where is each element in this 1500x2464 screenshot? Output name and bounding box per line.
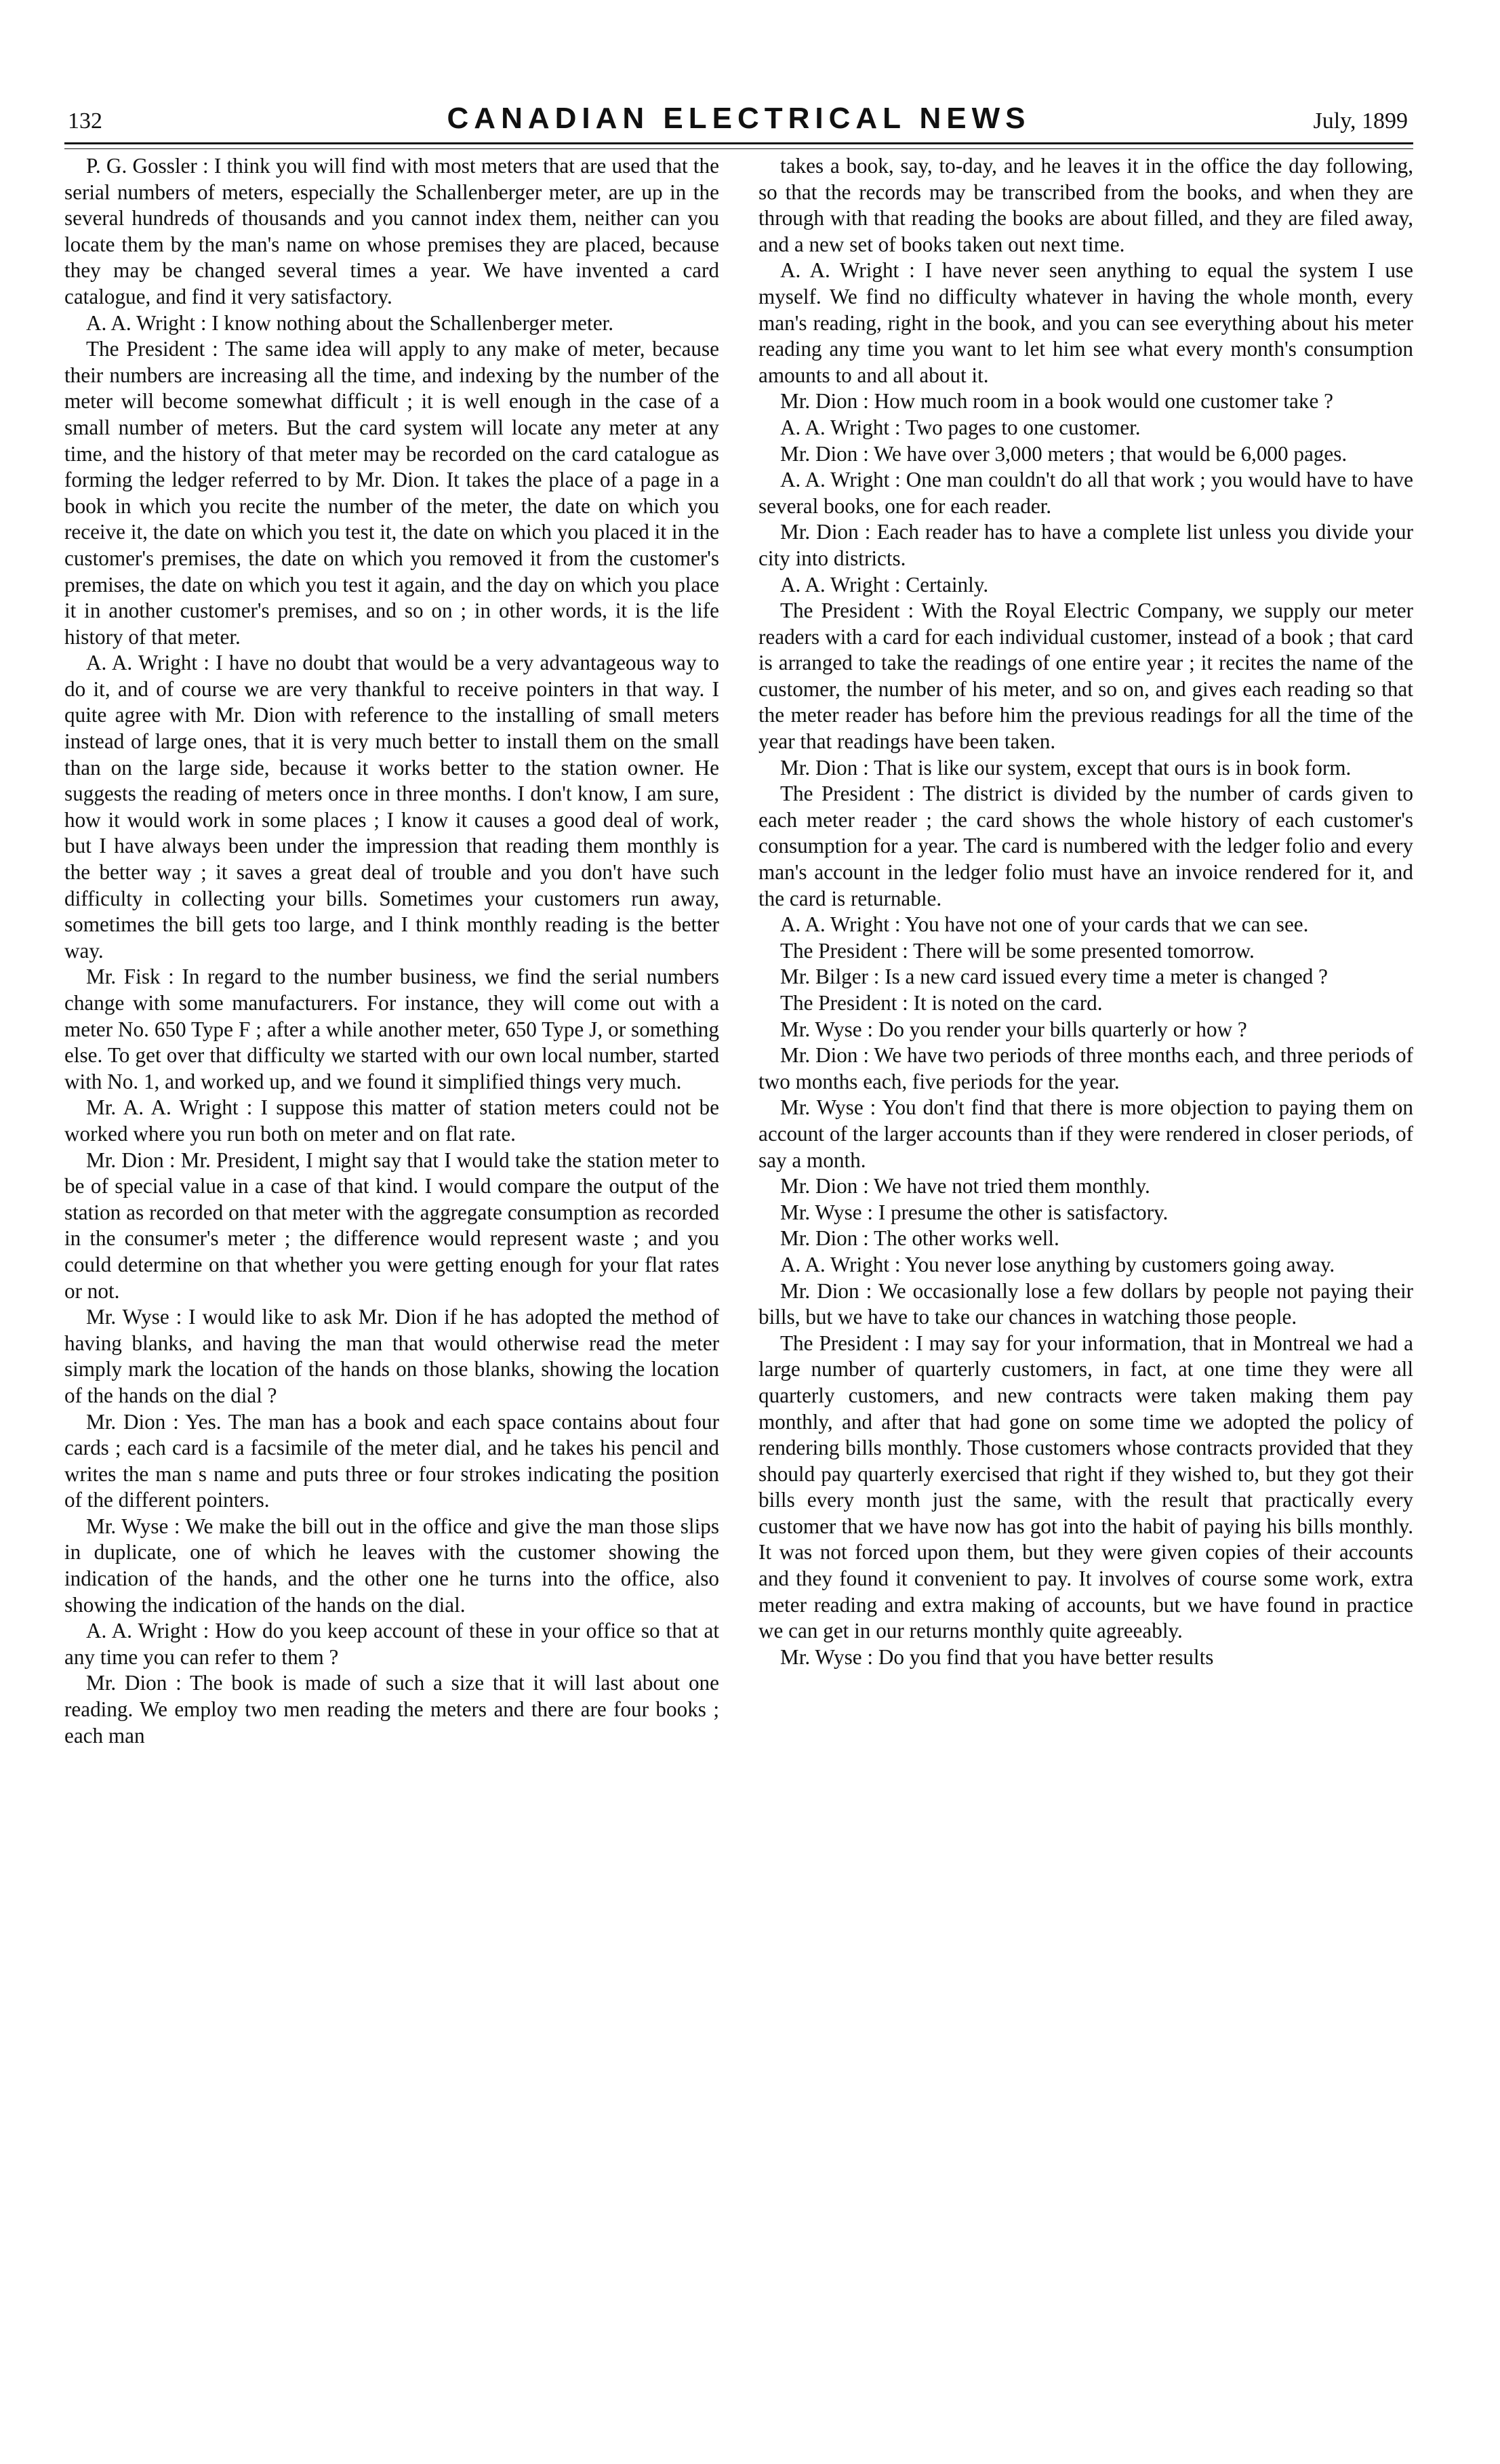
issue-date: July, 1899 xyxy=(1313,108,1408,134)
paragraph: The President : It is noted on the card. xyxy=(780,991,1103,1015)
article-body xyxy=(64,153,1413,1749)
paragraph: Mr. Dion : The book is made of such a size that it will last about one reading. We employ two men reading the meters and there are four books ; each man xyxy=(64,1671,719,1748)
paragraph: A. A. Wright : How do you keep account of these in your office so that at any time you can refer to them ? xyxy=(64,1619,719,1669)
paragraph: Mr. Wyse : Do you render your bills quarterly or how ? xyxy=(780,1017,1247,1041)
paragraph: A. A. Wright : Certainly. xyxy=(780,572,989,597)
paragraph: Mr. Dion : We have not tried them monthly. xyxy=(780,1174,1150,1198)
paragraph: A. A. Wright : Two pages to one customer. xyxy=(780,415,1141,439)
paragraph: Mr. Dion : That is like our system, except that ours is in book form. xyxy=(780,755,1352,780)
paragraph: Mr. Wyse : I would like to ask Mr. Dion if he has adopted the method of having blanks, and having the man that would otherwise read the meter simply mark the location of the hands on those blanks, showing the location of the hands on the dial ? xyxy=(64,1305,719,1407)
paragraph: The President : The district is divided by the number of cards given to each meter reader ; the card shows the whole history of each customer's consumption for a year. The card is numbered with the ledger folio and every man's account in the ledger folio must have an invoice rendered for it, and the card is returnable. xyxy=(758,782,1413,910)
paragraph: The President : With the Royal Electric Company, we supply our meter readers with a card for each individual customer, instead of a book ; that card is arranged to take the readings of one entire year ; it recites the name of the customer, the number of his meter, and so on, and gives each reading so that the meter reader has before him the previous readings for all the time of the year that readings have been taken. xyxy=(758,599,1413,754)
paragraph: P. G. Gossler : I think you will find with most meters that are used that the serial numbers of meters, especially the Schallenberger meter, are up in the several hundreds of thousands and you cannot index them, neither can you locate them by the man's name on whose premises they are placed, because they may be changed several times a year. We have invented a card catalogue, and find it very satisfactory. xyxy=(64,154,719,308)
paragraph: takes a book, say, to-day, and he leaves it in the office the day following, so that the records may be transcribed from the books, and when they are through with that reading the books are about filled, and they are filed away, and a new set of books taken out next time. xyxy=(758,154,1413,256)
paragraph: Mr. A. A. Wright : I suppose this matter of station meters could not be worked where you run both on meter and on flat rate. xyxy=(64,1095,719,1146)
paragraph: Mr. Fisk : In regard to the number business, we find the serial numbers change with some manufacturers. For instance, they will come out with a meter No. 650 Type F ; after a while another meter, 650 Type J, or something else. To get over that difficulty we started with our own local number, started with No. 1, and worked up, and we found it simplified things very much. xyxy=(64,965,719,1093)
header-rule xyxy=(64,142,1413,149)
paragraph: A. A. Wright : I have never seen anything to equal the system I use myself. We find no difficulty whatever in having the whole month, every man's reading, right in the book, and you can see everything about his meter reading any time you want to let him see what every month's consumption amounts to and all about it. xyxy=(758,258,1413,387)
paragraph: Mr. Dion : We have over 3,000 meters ; that would be 6,000 pages. xyxy=(780,441,1347,466)
paragraph: A. A. Wright : You have not one of your cards that we can see. xyxy=(780,912,1309,937)
paragraph: Mr. Dion : Yes. The man has a book and each space contains about four cards ; each card is a facsimile of the meter dial, and he takes his pencil and writes the man s name and puts three or four strokes indicating the position of the different pointers. xyxy=(64,1409,719,1512)
paragraph: Mr. Dion : Mr. President, I might say that I would take the station meter to be of special value in a case of that kind. I would compare the output of the station as recorded on that meter with the aggregate consumption as recorded in the consumer's meter ; the difference would represent waste ; and you could determine on that whether you were getting enough for your flat rates or not. xyxy=(64,1148,719,1303)
paragraph: A. A. Wright : I know nothing about the Schallenberger meter. xyxy=(86,310,613,335)
paragraph: Mr. Wyse : You don't find that there is more objection to paying them on account of the larger accounts than if they were rendered in closer periods, of say a month. xyxy=(758,1095,1413,1172)
page-number: 132 xyxy=(68,108,102,134)
paragraph: Mr. Wyse : I presume the other is satisfactory. xyxy=(780,1200,1169,1224)
paragraph: The President : I may say for your information, that in Montreal we had a large number of quarterly customers, in fact, at one time they were all quarterly customers, and new contracts were taken making them pay monthly, and after that had gone on some time we adopted the policy of rendering bills monthly. Those customers whose contracts provided that they should pay quarterly exercised that right if they wished to, but they got their bills every month just the same, with the result that practically every customer that we have now has got into the habit of paying his bills monthly. It was not forced upon them, but they were given copies of their accounts and they found it convenient to pay. It involves of course some work, extra meter reading and extra making of accounts, but we have found in practice we can get in our returns monthly quite agreeably. xyxy=(758,1331,1413,1643)
paragraph: Mr. Dion : We have two periods of three months each, and three periods of two months each, five periods for the year. xyxy=(758,1043,1413,1093)
paragraph: Mr. Wyse : Do you find that you have better results xyxy=(780,1644,1214,1669)
masthead-title: CANADIAN ELECTRICAL NEWS xyxy=(447,102,1031,135)
paragraph: A. A. Wright : I have no doubt that would be a very advantageous way to do it, and of course we are very thankful to receive pointers in that way. I quite agree with Mr. Dion with reference to the installing of small meters instead of large ones, that it is very much better to install them on the small than on the large side, because it works better to the station owner. He suggests the reading of meters once in three months. I don't know, I am sure, how it would work in some places ; I know it causes a good deal of work, but I have always been under the impression that reading them monthly is the better way ; it saves a great deal of trouble and you don't have such difficulty in collecting your bills. Sometimes your customers run away, sometimes the bill gets too large, and I think monthly reading is the better way. xyxy=(64,651,719,963)
paragraph: Mr. Dion : Each reader has to have a complete list unless you divide your city into districts. xyxy=(758,520,1413,570)
paragraph: Mr. Dion : The other works well. xyxy=(780,1226,1059,1251)
paragraph: Mr. Dion : How much room in a book would one customer take ? xyxy=(780,389,1333,413)
left-column xyxy=(64,153,719,1749)
paragraph: The President : There will be some presented tomorrow. xyxy=(780,938,1255,963)
right-column xyxy=(758,153,1413,1749)
page-header xyxy=(64,99,1413,140)
paragraph: Mr. Dion : We occasionally lose a few dollars by people not paying their bills, but we have to take our chances in watching those people. xyxy=(758,1278,1413,1329)
paragraph: A. A. Wright : You never lose anything by customers going away. xyxy=(780,1252,1335,1276)
paragraph: The President : The same idea will apply to any make of meter, because their numbers are increasing all the time, and indexing by the number of the meter will become somewhat difficult ; it is well enough in the case of a small number of meters. But the card system will locate any meter at any time, and the history of that meter may be recorded on the card catalogue as forming the ledger referred to by Mr. Dion. It takes the place of a page in a book in which you recite the number of the meter, the date on which you receive it, the date on which you test it, the date on which you placed it in the customer's premises, the date on which you removed it from the customer's premises, the date on which you test it again, and the day on which you place it in another customer's premises, and so on ; in other words, it is the life history of that meter. xyxy=(64,337,719,649)
paragraph: Mr. Wyse : We make the bill out in the office and give the man those slips in duplicate, one of which he leaves with the customer showing the indication of the hands, and the other one he turns into the office, also showing the indication of the hands on the dial. xyxy=(64,1514,719,1617)
paragraph: Mr. Bilger : Is a new card issued every time a meter is changed ? xyxy=(780,965,1328,989)
paragraph: A. A. Wright : One man couldn't do all that work ; you would have to have several books, one for each reader. xyxy=(758,468,1413,518)
